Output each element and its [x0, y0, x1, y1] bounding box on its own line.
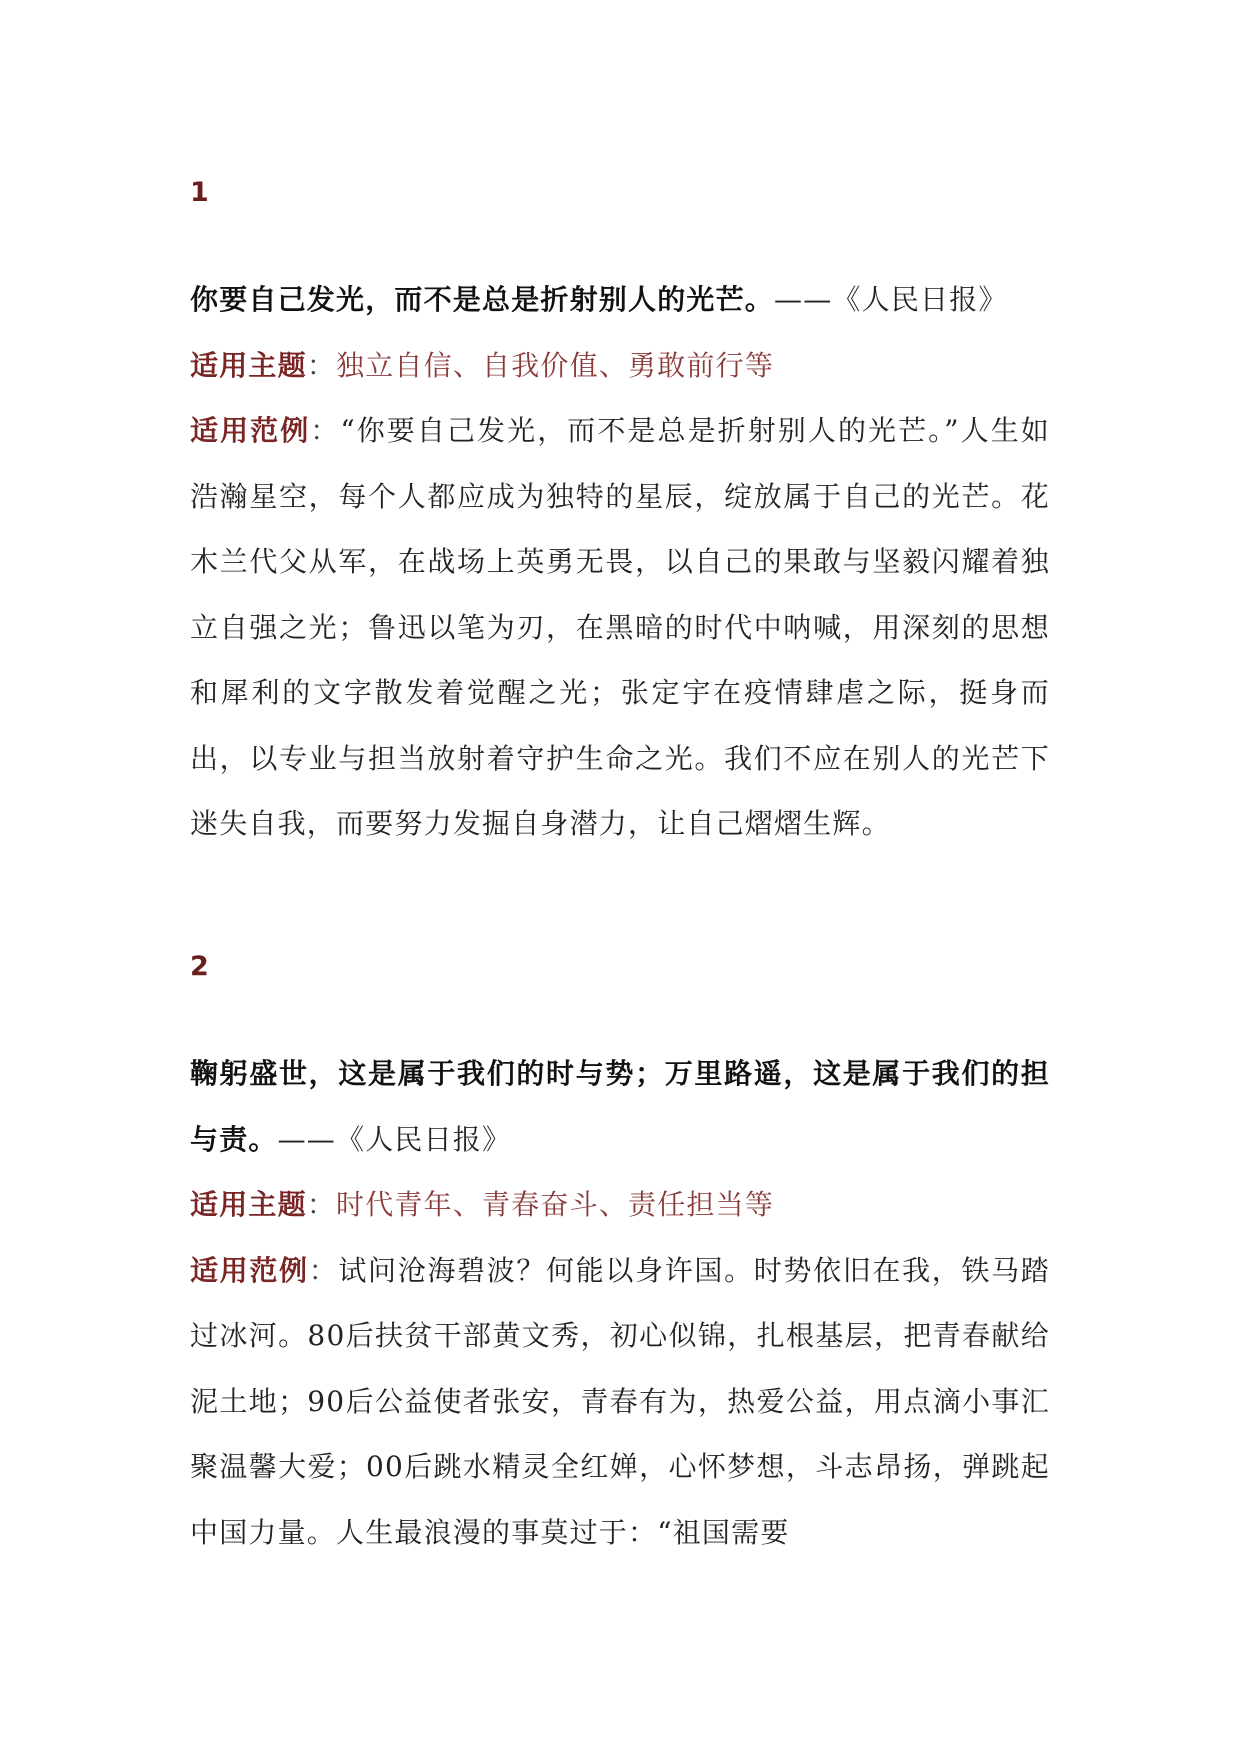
theme-value: 时代青年、青春奋斗、责任担当等	[336, 1188, 775, 1221]
example-separator: ：	[308, 1253, 339, 1287]
example-separator: ：	[310, 414, 341, 447]
quote-paragraph	[190, 267, 1050, 333]
example-label: 适用范例	[190, 1253, 309, 1287]
theme-label: 适用主题	[190, 348, 307, 382]
theme-separator: ：	[306, 348, 337, 382]
quote-text: 鞠躬盛世，这是属于我们的时与势；万里路遥，这是属于我们的担与责。	[190, 1057, 1050, 1156]
quote-text: 你要自己发光，而不是总是折射别人的光芒。	[190, 283, 775, 316]
example-text: “你要自己发光，而不是总是折射别人的光芒。”人生如浩瀚星空，每个人都应成为独特的星辰，绽放属于自己的光芒。花木兰代父从军，在战场上英勇无畏，以自己的果敢与坚毅闪耀着独立自强之光；鲁迅以笔为刃，在黑暗的时代中呐喊，用深刻的思想和犀利的文字散发着觉醒之光；张定宇在疫情肆虐之际，挺身而出，以专业与担当放射着守护生命之光。我们不应在别人的光芒下迷失自我，而要努力发掘自身潜力，让自己熠熠生辉。	[190, 414, 1050, 840]
entry-number: 1	[190, 177, 209, 208]
entry-number: 2	[190, 951, 209, 982]
spacer	[190, 213, 1050, 267]
quote-entry-1	[190, 173, 1050, 857]
example-label: 适用范例	[190, 414, 311, 447]
theme-value: 独立自信、自我价值、勇敢前行等	[336, 348, 775, 382]
theme-paragraph	[190, 1172, 1050, 1238]
example-text: 试问沧海碧波？何能以身许国。时势依旧在我，铁马踏过冰河。80后扶贫干部黄文秀，初心似锦，扎根基层，把青春献给泥土地；90后公益使者张安，青春有为，热爱公益，用点滴小事汇聚温馨大爱；00后跳水精灵全红婵，心怀梦想，斗志昂扬，弹跳起中国力量。人生最浪漫的事莫过于：“祖国需要	[190, 1253, 1050, 1549]
quote-entry-2	[190, 947, 1050, 1565]
quote-source: ——《人民日报》	[277, 1122, 512, 1156]
theme-paragraph	[190, 333, 1050, 399]
theme-separator: ：	[306, 1188, 337, 1221]
spacer	[190, 987, 1050, 1041]
theme-label: 适用主题	[190, 1188, 307, 1221]
quote-source: ——《人民日报》	[774, 283, 1008, 316]
quote-paragraph	[190, 1041, 1050, 1172]
example-paragraph	[190, 398, 1050, 857]
example-paragraph	[190, 1238, 1050, 1566]
